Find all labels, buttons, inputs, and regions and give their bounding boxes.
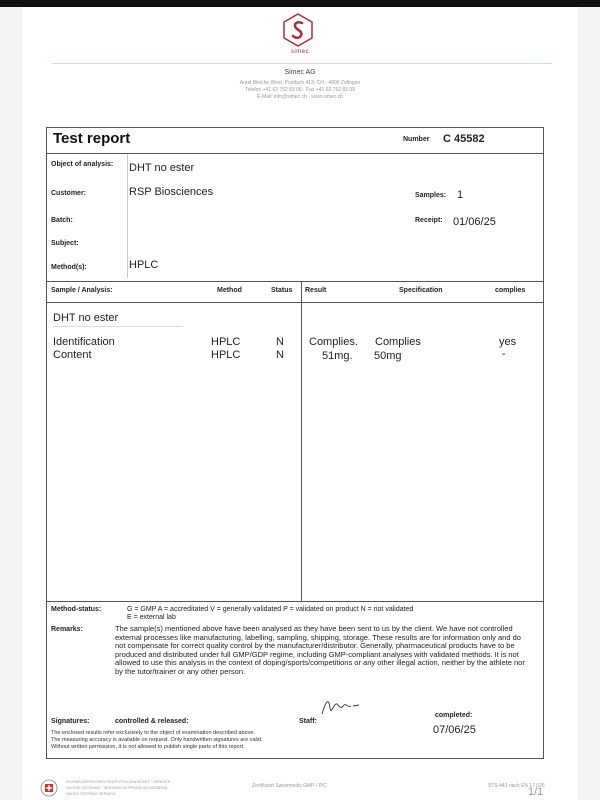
col-method: Method [217,287,242,294]
sample-underline [53,326,183,327]
sample-name: DHT no ester [53,312,119,324]
method-status-label: Method-status: [51,606,102,613]
test-report [46,127,544,759]
table-header-rule [47,302,543,303]
document-page [22,7,578,800]
company-address: Areal Bleiche West, Postfach 413, CH - 4800 Zofingen [239,80,361,86]
method-value: HPLC [129,259,159,271]
result-column-line [301,281,302,601]
row-content-complies: - [502,348,506,360]
company-email: E-Mail: info@simec.ch · www.simec.ch [257,94,343,100]
company-phone: Telefon +41 62 752 83 08 · Fax +41 62 752 83 09 [245,87,355,93]
row-identification-status: N [276,336,284,348]
swiss-testing-logo-icon [40,779,58,797]
row-identification-complies: yes [499,336,517,348]
row-content-status: N [276,349,284,361]
col-result: Result [305,287,327,294]
receipt-value: 01/06/25 [453,216,496,228]
completed-label: completed: [435,712,473,719]
col-sample: Sample / Analysis: [51,287,113,294]
controlled-released-label: controlled & released: [115,718,189,725]
page-indicator: 1/1 [528,786,544,798]
report-number: C 45582 [443,133,485,145]
brand-name: simec [290,49,310,55]
signatures-label: Signatures: [51,718,90,725]
completed-date: 07/06/25 [433,724,476,736]
company-name: Simec AG [284,69,316,76]
row-content-spec: 50mg [374,350,402,362]
row-content-method: HPLC [211,349,241,361]
col-specification: Specification [399,287,443,294]
staff-label: Staff: [299,718,317,725]
top-bar [0,0,600,7]
row-identification-method: HPLC [211,336,241,348]
remarks-label: Remarks: [51,626,83,633]
row-content-analysis: Content [53,349,92,361]
col-complies: complies [495,287,526,294]
customer-value: RSP Biosciences [129,186,214,198]
fine-print-2: The measuring accuracy is available on request. Only handwritten signatures are valid. [51,737,263,743]
table-top-rule [47,281,543,282]
samples-label: Samples: [415,192,447,199]
staff-signature [319,696,365,718]
title-row [47,128,543,154]
footer-left-text: SCHWEIZERISCHER PRÜFSTELLENDIENST · SERVICE SUISSE D'ESSAIS · SERVIZIO DI PROVA IN SVIZZERA · SWISS TESTING SERVICE [66,779,171,796]
header-rule [52,63,552,64]
object-value: DHT no ester [129,162,195,174]
row-identification-spec: Complies [375,336,421,348]
col-status: Status [271,287,293,294]
batch-label: Batch: [51,217,73,224]
fine-print-3: Without written permission, it is not allowed to publish single parts of this report. [51,744,245,750]
simec-logo-icon [280,12,316,48]
table-bottom-rule [47,601,543,602]
footer-center-text: Zertifiziert Swissmedic GMP / PIC [252,783,327,789]
number-label: Number [403,136,430,143]
fine-print-1: The enclosed results refer exclusively to the object of examination described above. [51,730,255,736]
row-identification-result: Complies. [309,336,358,348]
row-content-result: 51mg. [322,350,353,362]
footer-right-text: STS 443 nach EN 17 025 [488,783,545,789]
customer-label: Customer: [51,190,87,197]
method-label: Method(s): [51,264,87,271]
receipt-label: Receipt: [415,217,443,224]
remarks-text: The sample(s) mentioned above have been analysed as they have been sent to us by the client. We have not controlled external processes like manufacturing, labelling, sampling, shipping, storage. These results are for information only and do not compensate for correct quality control by the manufacturer/distributor. Generally, pharmaceutical products have to be produced and distributed under full GMP/GDP regime, including GMP-compliant analyses with validated methods. It is not allowed to use this analysis in the context of doping/sports/competitions or any other illegal action, neither by the athlete nor by the tutor/trainer or any other person. [115,624,525,676]
report-title: Test report [53,130,131,147]
field-divider [127,154,128,278]
subject-label: Subject: [51,240,79,247]
samples-value: 1 [457,189,464,201]
method-status-legend: G = GMP A = accreditated V = generally validated P = validated on product N = not validated [127,606,414,613]
object-label: Object of analysis: [51,161,114,168]
row-identification-analysis: Identification [53,336,115,348]
method-status-legend-2: E = external lab [127,614,176,621]
